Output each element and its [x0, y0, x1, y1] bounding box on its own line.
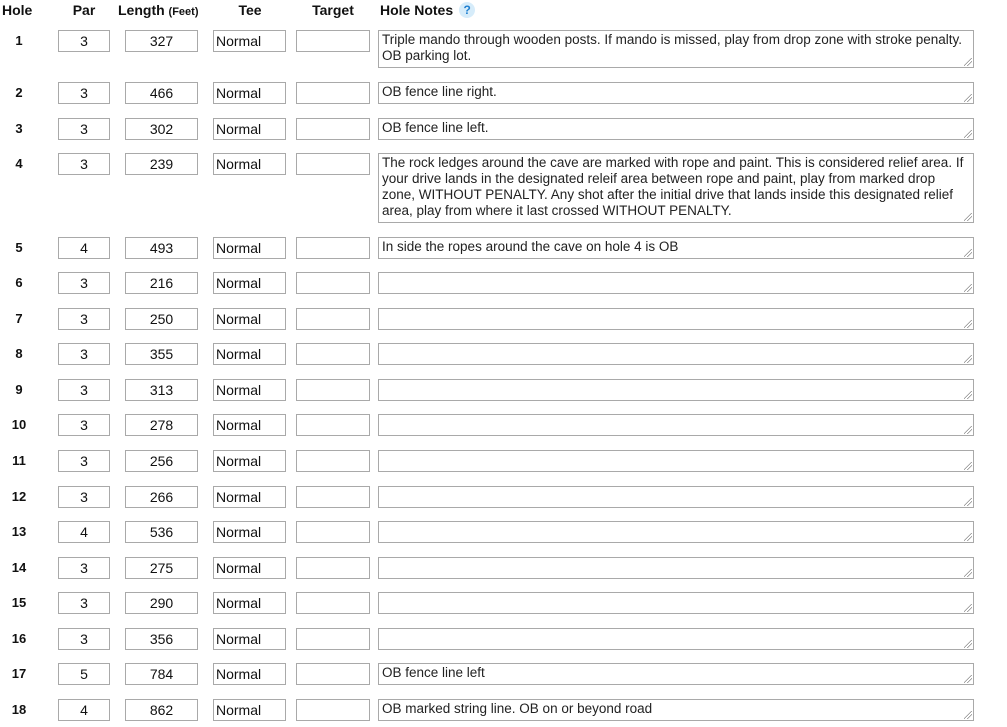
tee-input[interactable]: Normal: [213, 592, 286, 614]
hole-notes-textarea[interactable]: [378, 521, 974, 543]
hole-number: 17: [11, 666, 27, 681]
hole-notes-text: OB marked string line. OB on or beyond road: [382, 701, 653, 716]
par-input[interactable]: 3: [58, 450, 110, 472]
hole-notes-textarea[interactable]: [378, 379, 974, 401]
target-input[interactable]: [296, 237, 370, 259]
hole-number: 14: [11, 560, 27, 575]
length-input[interactable]: 256: [125, 450, 198, 472]
length-input[interactable]: 784: [125, 663, 198, 685]
header-hole-notes: [380, 0, 475, 20]
hole-notes-textarea[interactable]: [378, 486, 974, 508]
target-input[interactable]: [296, 450, 370, 472]
target-input[interactable]: [296, 379, 370, 401]
length-input[interactable]: 290: [125, 592, 198, 614]
header-length: [118, 0, 210, 20]
tee-input[interactable]: Normal: [213, 521, 286, 543]
tee-input[interactable]: Normal: [213, 82, 286, 104]
resize-grip-icon[interactable]: [964, 533, 972, 541]
header-length-label: Length: [118, 2, 165, 18]
hole-notes-textarea[interactable]: [378, 237, 974, 259]
hole-notes-textarea[interactable]: [378, 414, 974, 436]
hole-number: 6: [15, 275, 23, 290]
resize-grip-icon[interactable]: [964, 355, 972, 363]
resize-grip-icon[interactable]: [964, 711, 972, 719]
hole-number: 10: [11, 417, 27, 432]
target-input[interactable]: [296, 153, 370, 175]
resize-grip-icon[interactable]: [964, 213, 972, 221]
resize-grip-icon[interactable]: [964, 498, 972, 506]
tee-input[interactable]: Normal: [213, 118, 286, 140]
par-input[interactable]: 4: [58, 521, 110, 543]
hole-number: 7: [15, 311, 23, 326]
hole-notes-textarea[interactable]: [378, 663, 974, 685]
length-input[interactable]: 275: [125, 557, 198, 579]
resize-grip-icon[interactable]: [964, 130, 972, 138]
hole-notes-textarea[interactable]: [378, 272, 974, 294]
resize-grip-icon[interactable]: [964, 640, 972, 648]
hole-notes-text: OB fence line left: [382, 665, 485, 680]
target-input[interactable]: [296, 118, 370, 140]
hole-notes-text: Triple mando through wooden posts. If mando is missed, play from drop zone with stroke penalty. OB parking lot.: [382, 32, 963, 63]
par-input[interactable]: 3: [58, 379, 110, 401]
tee-input[interactable]: Normal: [213, 414, 286, 436]
tee-input[interactable]: Normal: [213, 153, 286, 175]
length-input[interactable]: 356: [125, 628, 198, 650]
header-hole: Hole: [2, 2, 33, 18]
tee-input[interactable]: Normal: [213, 450, 286, 472]
tee-input[interactable]: Normal: [213, 343, 286, 365]
length-input[interactable]: 862: [125, 699, 198, 721]
tee-input[interactable]: Normal: [213, 379, 286, 401]
par-input[interactable]: 3: [58, 30, 110, 52]
hole-notes-text: The rock ledges around the cave are marked with rope and paint. This is considered relief area. If your drive lands in the designated releif area between rope and paint, play from marked drop zone, WITHOUT PENALTY. Any shot after the initial drive that lands inside this designated relief area, play from where it last crossed WITHOUT PENALTY.: [382, 155, 964, 218]
par-input[interactable]: 3: [58, 343, 110, 365]
target-input[interactable]: [296, 628, 370, 650]
hole-notes-text: OB fence line right.: [382, 84, 497, 99]
hole-notes-textarea[interactable]: [378, 118, 974, 140]
hole-notes-textarea[interactable]: [378, 308, 974, 330]
par-input[interactable]: 3: [58, 628, 110, 650]
hole-notes-textarea[interactable]: [378, 343, 974, 365]
length-input[interactable]: 466: [125, 82, 198, 104]
target-input[interactable]: [296, 414, 370, 436]
tee-input[interactable]: Normal: [213, 663, 286, 685]
hole-notes-textarea[interactable]: [378, 30, 974, 68]
hole-number: 15: [11, 595, 27, 610]
resize-grip-icon[interactable]: [964, 426, 972, 434]
header-notes-label: Hole Notes: [380, 2, 454, 18]
length-input[interactable]: 216: [125, 272, 198, 294]
par-input[interactable]: 3: [58, 592, 110, 614]
target-input[interactable]: [296, 343, 370, 365]
hole-notes-textarea[interactable]: [378, 450, 974, 472]
resize-grip-icon[interactable]: [964, 249, 972, 257]
resize-grip-icon[interactable]: [964, 604, 972, 612]
hole-number: 18: [11, 702, 27, 717]
length-input[interactable]: 278: [125, 414, 198, 436]
target-input[interactable]: [296, 30, 370, 52]
hole-number: 4: [15, 156, 23, 171]
par-input[interactable]: 4: [58, 699, 110, 721]
hole-notes-textarea[interactable]: [378, 699, 974, 721]
hole-notes-textarea[interactable]: [378, 557, 974, 579]
hole-number: 13: [11, 524, 27, 539]
hole-notes-textarea[interactable]: [378, 153, 974, 223]
par-input[interactable]: 3: [58, 272, 110, 294]
target-input[interactable]: [296, 663, 370, 685]
resize-grip-icon[interactable]: [964, 284, 972, 292]
target-input[interactable]: [296, 699, 370, 721]
hole-number: 8: [15, 346, 23, 361]
resize-grip-icon[interactable]: [964, 320, 972, 328]
tee-input[interactable]: Normal: [213, 272, 286, 294]
resize-grip-icon[interactable]: [964, 569, 972, 577]
tee-input[interactable]: Normal: [213, 308, 286, 330]
length-input[interactable]: 493: [125, 237, 198, 259]
target-input[interactable]: [296, 557, 370, 579]
length-input[interactable]: 302: [125, 118, 198, 140]
target-input[interactable]: [296, 272, 370, 294]
header-target: Target: [312, 2, 354, 18]
header-length-unit: (Feet): [168, 6, 199, 18]
par-input[interactable]: 3: [58, 153, 110, 175]
par-input[interactable]: 3: [58, 118, 110, 140]
par-input[interactable]: 5: [58, 663, 110, 685]
hole-number: 1: [15, 33, 23, 48]
tee-input[interactable]: Normal: [213, 30, 286, 52]
help-icon[interactable]: ?: [459, 2, 475, 18]
target-input[interactable]: [296, 521, 370, 543]
hole-notes-text: OB fence line left.: [382, 120, 489, 135]
par-input[interactable]: 4: [58, 237, 110, 259]
resize-grip-icon[interactable]: [964, 675, 972, 683]
par-input[interactable]: 3: [58, 82, 110, 104]
hole-number: 9: [15, 382, 23, 397]
tee-input[interactable]: Normal: [213, 237, 286, 259]
tee-input[interactable]: Normal: [213, 628, 286, 650]
length-input[interactable]: 239: [125, 153, 198, 175]
resize-grip-icon[interactable]: [964, 58, 972, 66]
hole-number: 11: [12, 453, 26, 468]
header-tee: Tee: [238, 2, 262, 18]
hole-notes-textarea[interactable]: [378, 82, 974, 104]
tee-input[interactable]: Normal: [213, 557, 286, 579]
resize-grip-icon[interactable]: [964, 391, 972, 399]
par-input[interactable]: 3: [58, 557, 110, 579]
hole-notes-textarea[interactable]: [378, 592, 974, 614]
target-input[interactable]: [296, 82, 370, 104]
length-input[interactable]: 536: [125, 521, 198, 543]
length-input[interactable]: 313: [125, 379, 198, 401]
par-input[interactable]: 3: [58, 486, 110, 508]
hole-number: 2: [15, 85, 23, 100]
par-input[interactable]: 3: [58, 414, 110, 436]
length-input[interactable]: 266: [125, 486, 198, 508]
target-input[interactable]: [296, 486, 370, 508]
tee-input[interactable]: Normal: [213, 699, 286, 721]
hole-notes-textarea[interactable]: [378, 628, 974, 650]
hole-number: 16: [11, 631, 27, 646]
resize-grip-icon[interactable]: [964, 462, 972, 470]
target-input[interactable]: [296, 308, 370, 330]
hole-notes-text: In side the ropes around the cave on hole 4 is OB: [382, 239, 679, 254]
header-par: Par: [72, 2, 96, 18]
resize-grip-icon[interactable]: [964, 94, 972, 102]
par-input[interactable]: 3: [58, 308, 110, 330]
hole-number: 3: [15, 121, 23, 136]
length-input[interactable]: 355: [125, 343, 198, 365]
length-input[interactable]: 327: [125, 30, 198, 52]
tee-input[interactable]: Normal: [213, 486, 286, 508]
target-input[interactable]: [296, 592, 370, 614]
length-input[interactable]: 250: [125, 308, 198, 330]
hole-number: 5: [15, 240, 23, 255]
hole-number: 12: [11, 489, 27, 504]
